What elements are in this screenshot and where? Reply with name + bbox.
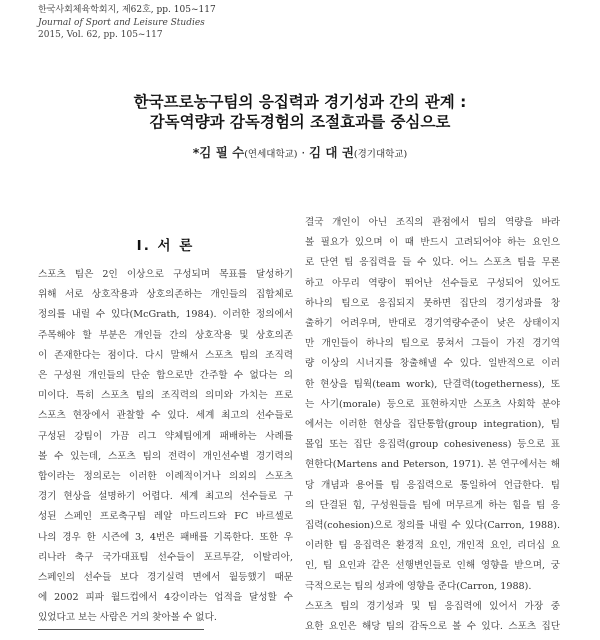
text-line: 에서는 이러한 현상을 집단통합(group integration), 팀 xyxy=(305,419,560,431)
text-line: 이러한 팀 응집력은 환경적 요인, 개인적 요인, 리더십 요 xyxy=(305,540,560,552)
text-line: 위해 서로 상호작용과 상호의존하는 개인들의 집합체로 xyxy=(38,289,293,301)
text-line: 당 개념과 용어를 팀 응집력으로 통일하여 언급한다. 팀 xyxy=(305,479,560,491)
text-line: 미이다. 특히 스포츠 팀의 조직력의 의미와 가치는 프로 xyxy=(38,390,293,402)
text-line: 스포츠 팀의 경기성과 및 팀 응집력에 있어서 가장 중 xyxy=(305,600,560,612)
text-line: 스포츠 현장에서 관찰할 수 있다. 세계 최고의 선수들로 xyxy=(38,410,293,422)
text-line: 합이라는 정의로는 이러한 이례적이거나 의외의 스포츠 xyxy=(38,471,293,483)
text-line: 스포츠 팀은 2인 이상으로 구성되며 목표를 달성하기 xyxy=(38,269,293,280)
author-2-affiliation: (경기대학교) xyxy=(353,149,408,160)
paper-title-line-1: 한국프로농구팀의 응집력과 경기성과 간의 관계 : xyxy=(133,93,467,111)
author-1-affiliation: (연세대학교) xyxy=(244,149,298,160)
text-line: 요한 요인은 해당 팀의 감독으로 볼 수 있다. 스포츠 집단 xyxy=(305,621,560,633)
text-line: 에 2002 피파 월드컵에서 4강이라는 업적을 달성할 수 xyxy=(38,592,293,604)
text-line: 경기 현상을 설명하기 어렵다. 세계 최고의 선수들로 구 xyxy=(38,491,293,503)
footnote-divider xyxy=(38,629,204,630)
text-line: 볼 수 있는데, 스포츠 팀의 전력이 개인선수별 경기력의 xyxy=(38,450,293,462)
text-line: 주목해야 할 부분은 개인들 간의 상호작용 및 상호의존 xyxy=(38,329,293,341)
author-1-name: *김 필 수 xyxy=(192,145,245,160)
author-2-name: 김 대 권 xyxy=(308,145,354,160)
author-list xyxy=(0,143,600,161)
text-line: 집력(cohesion)으로 정의를 내릴 수 있다(Carron, 1988). xyxy=(305,520,560,532)
author-separator: · xyxy=(297,146,309,160)
text-line: 현한다(Martens and Peterson, 1971). 본 연구에서는 해 xyxy=(305,459,560,471)
journal-name-english: Journal of Sport and Leisure Studies xyxy=(38,17,205,28)
text-line: 인, 팀 요인과 같은 선행변인들로 인해 영향을 받으며, 궁 xyxy=(305,560,560,572)
text-line: 은 구성원 개인들의 단순 합으로만 간주할 수 없다는 의 xyxy=(38,370,293,382)
text-line: 성된 스페인 프로축구팀 레알 마드리드와 FC 바르셀로 xyxy=(38,511,293,523)
text-line: 극적으로는 팀의 성과에 영향을 준다(Carron, 1988). xyxy=(305,580,532,592)
right-paragraph-1 xyxy=(305,213,560,597)
paper-title-line-2: 감독역량과 감독경험의 조절효과를 중심으로 xyxy=(149,113,451,131)
text-line: 만 개인들이 하나의 팀으로 뭉쳐서 그들이 가진 경기역 xyxy=(305,338,560,350)
text-line: 구성된 강팀이 가끔 리그 약체팀에게 패배하는 사례를 xyxy=(38,430,293,442)
journal-volume-info: 2015, Vol. 62, pp. 105~117 xyxy=(38,30,163,40)
left-paragraph xyxy=(38,265,293,629)
text-line: 출하기 어려우며, 반대로 경기역량수준이 낮은 상태이지 xyxy=(305,318,560,330)
text-line: 하고 아무리 역량이 뛰어난 선수들로 구성되어 있어도 xyxy=(305,277,560,289)
journal-header xyxy=(38,4,216,42)
text-line: 있었다고 보는 사람은 거의 찾아볼 수 없다. xyxy=(38,612,217,624)
text-line: 스페인의 선수들 보다 경기실력 면에서 월등했기 때문 xyxy=(38,572,293,584)
text-line: 량 이상의 시너지를 창출해낼 수 있다. 일반적으로 이러 xyxy=(305,358,560,370)
text-line: 하나의 팀으로 응집되지 못하면 집단의 경기성과를 창 xyxy=(305,297,560,309)
paper-title xyxy=(0,92,600,132)
text-line: 한 현상을 팀웍(team work), 단결력(togetherness), 또 xyxy=(305,378,560,390)
text-line: 로 단연 팀 응집력을 들 수 있다. 어느 스포츠 팀을 무론 xyxy=(305,257,560,269)
text-line: 정의를 내릴 수 있다(McGrath, 1984). 이러한 정의에서 xyxy=(38,309,293,321)
text-line: 의 단결된 힘, 구성원들을 팀에 머무르게 하는 힘을 팀 응 xyxy=(305,499,560,511)
right-paragraph-2 xyxy=(305,597,560,637)
journal-name-korean: 한국사회체육학회지, 제62호, pp. 105~117 xyxy=(38,5,216,15)
text-line: 결국 개인이 아닌 조직의 관점에서 팀의 역량을 바라 xyxy=(305,217,560,228)
right-body-column xyxy=(305,213,560,637)
text-line: 이 존재한다는 점이다. 다시 말해서 스포츠 팀의 조직력 xyxy=(38,349,293,361)
text-line: 볼 필요가 있으며 이 때 반드시 고려되어야 하는 요인으 xyxy=(305,237,560,249)
text-line: 몰입 또는 집단 응집력(group cohesiveness) 등으로 표 xyxy=(305,439,560,451)
text-line: 리나라 축구 국가대표팀 선수들이 포르투갈, 이탈리아, xyxy=(38,551,293,563)
left-body-column xyxy=(38,265,293,629)
section-heading-introduction: I. 서 론 xyxy=(136,238,195,254)
text-line: 나의 경우 한 시즌에 3, 4번은 패배를 기록한다. 또한 우 xyxy=(38,531,293,543)
text-line: 는 사기(morale) 등으로 표현하지만 스포츠 사회학 분야 xyxy=(305,398,560,410)
